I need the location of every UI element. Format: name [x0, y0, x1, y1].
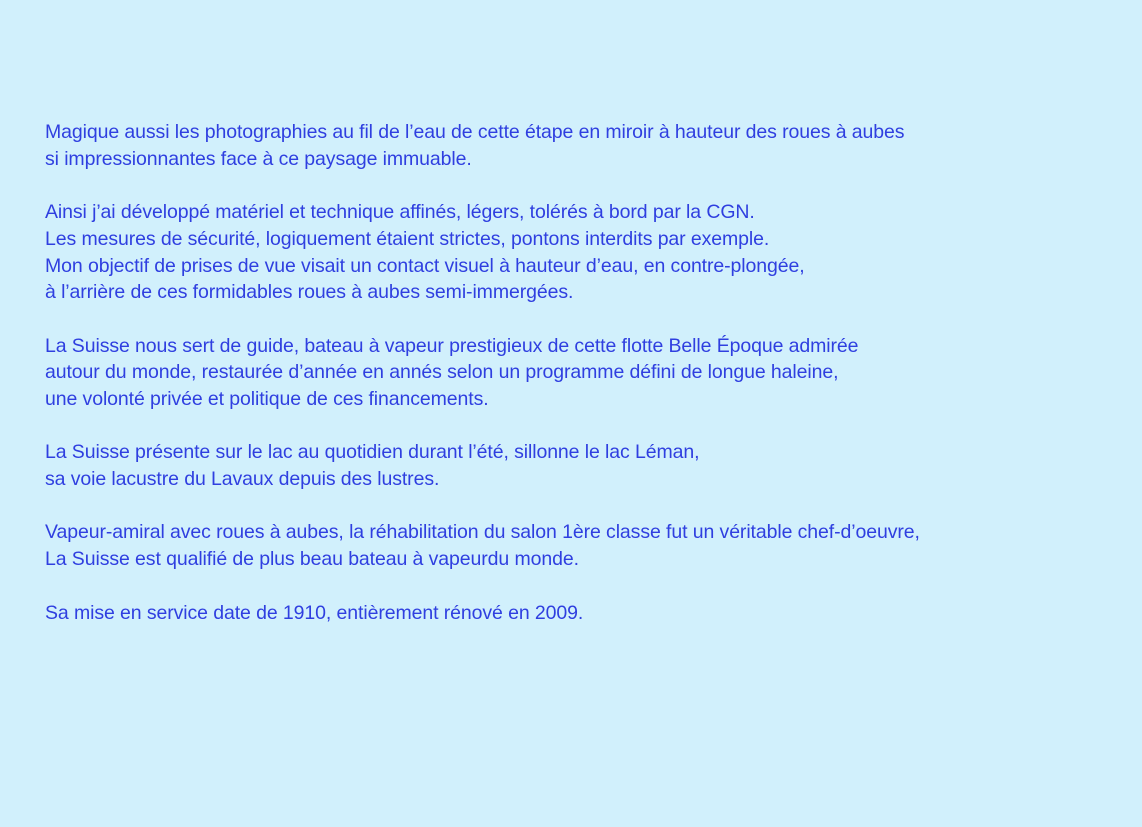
text-line: La Suisse est qualifié de plus beau bateau à vapeurdu monde. [45, 548, 579, 571]
text-line: Ainsi j’ai développé matériel et technique affinés, légers, tolérés à bord par la CGN. [45, 201, 755, 224]
text-line: La Suisse présente sur le lac au quotidien durant l’été, sillonne le lac Léman, [45, 441, 700, 464]
text-line: Sa mise en service date de 1910, entièrement rénové en 2009. [45, 601, 584, 624]
paragraph-vapeur-amiral [45, 519, 1125, 572]
text-line: Les mesures de sécurité, logiquement étaient strictes, pontons interdits par exemple. [45, 227, 770, 250]
paragraph-photographies [45, 119, 1125, 172]
paragraph-materiel [45, 199, 1125, 306]
text-line: si impressionnantes face à ce paysage immuable. [45, 147, 472, 170]
paragraph-guide [45, 333, 1125, 413]
body-text [45, 119, 1125, 653]
text-line: autour du monde, restaurée d’année en annés selon un programme défini de longue haleine, [45, 361, 839, 384]
paragraph-lac-leman [45, 439, 1125, 492]
text-line: Magique aussi les photographies au fil de l’eau de cette étape en miroir à hauteur des roues à aubes [45, 121, 905, 143]
text-line: sa voie lacustre du Lavaux depuis des lustres. [45, 468, 440, 491]
paragraph-mise-en-service [45, 600, 1125, 627]
text-line: La Suisse nous sert de guide, bateau à vapeur prestigieux de cette flotte Belle Époque admirée [45, 334, 859, 357]
text-line: une volonté privée et politique de ces financements. [45, 388, 489, 410]
text-line: Mon objectif de prises de vue visait un contact visuel à hauteur d’eau, en contre-plongée, [45, 254, 805, 277]
text-line: Vapeur-amiral avec roues à aubes, la réhabilitation du salon 1ère classe fut un véritable chef-d’oeuvre, [45, 521, 920, 544]
text-line: à l’arrière de ces formidables roues à aubes semi-immergées. [45, 281, 574, 304]
